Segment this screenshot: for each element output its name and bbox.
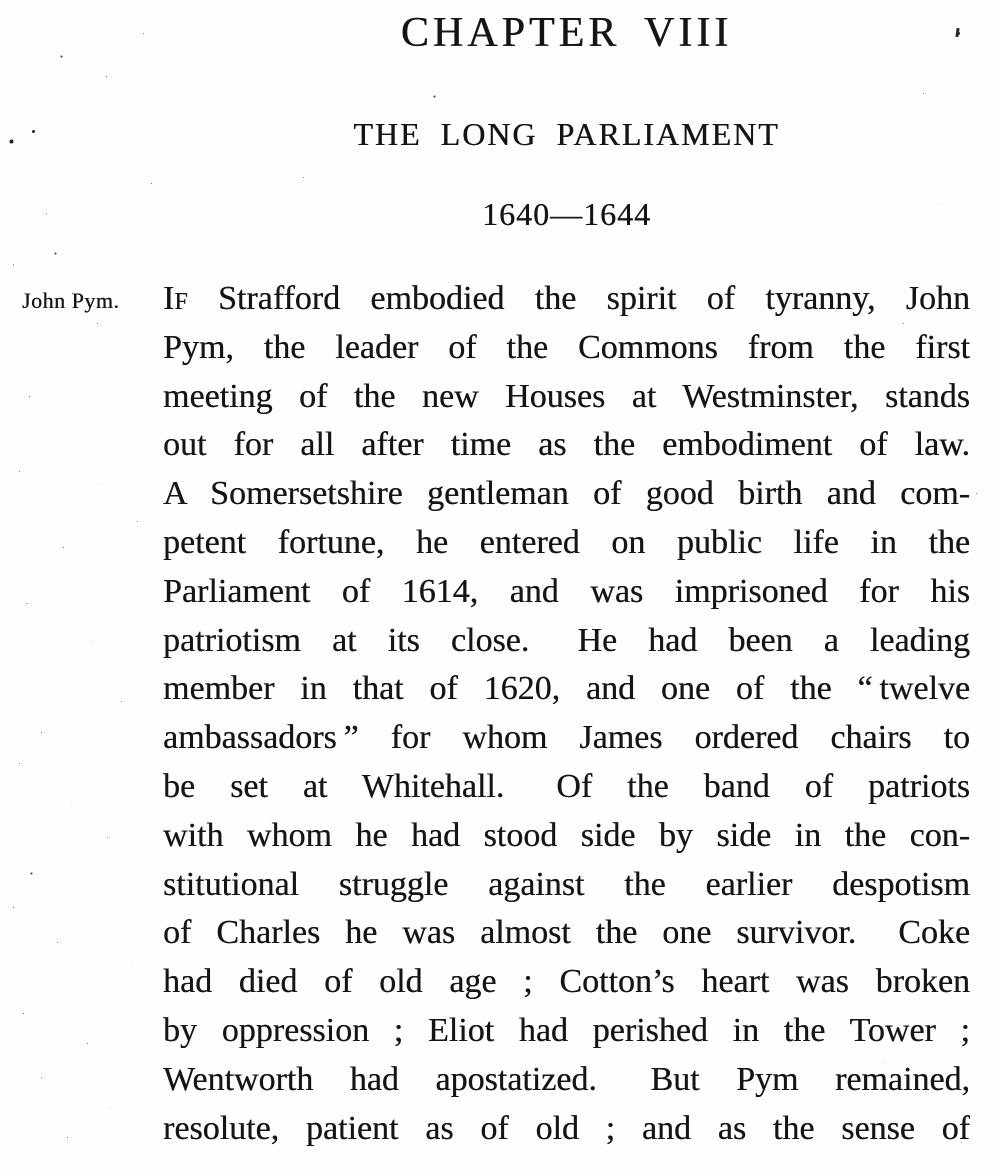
first-line-rest: Strafford embodied the spirit of tyranny, John bbox=[187, 280, 970, 317]
text-line: patriotism at its close. He had been a leading bbox=[163, 621, 970, 659]
text-line: meeting of the new Houses at Westminster, stands bbox=[163, 377, 970, 415]
lead-word-smallcaps: If bbox=[163, 280, 188, 317]
text-line: out for all after time as the embodiment of law. bbox=[163, 426, 970, 464]
text-line-first bbox=[163, 275, 970, 324]
text-line: had died of old age ; Cotton’s heart was broken bbox=[163, 963, 970, 1001]
text-line: stitutional struggle against the earlier despotism bbox=[163, 865, 970, 903]
text-line: petent fortune, he entered on public life in the bbox=[163, 523, 970, 561]
text-line: ambassadors ” for whom James ordered chairs to bbox=[163, 719, 970, 757]
margin-note: John Pym. bbox=[22, 288, 120, 313]
text-line: by oppression ; Eliot had perished in the Tower ; bbox=[163, 1011, 970, 1049]
paragraph bbox=[163, 275, 970, 1153]
text-line: Wentworth had apostatized. But Pym remained, bbox=[163, 1060, 970, 1098]
text-line: member in that of 1620, and one of the “ twelve bbox=[163, 670, 970, 708]
scan-noise-specks bbox=[0, 0, 3, 3]
text-line: Pym, the leader of the Commons from the first bbox=[163, 328, 970, 366]
text-line: A Somersetshire gentleman of good birth and com- bbox=[163, 475, 970, 513]
chapter-heading: CHAPTER VIII bbox=[400, 10, 733, 56]
text-line: be set at Whitehall. Of the band of patriots bbox=[163, 767, 970, 805]
date-range: 1640—1644 bbox=[482, 196, 651, 232]
text-line: of Charles he was almost the one survivor. Coke bbox=[163, 914, 970, 952]
text-line: Parliament of 1614, and was imprisoned for his bbox=[163, 572, 970, 610]
text-line: with whom he had stood side by side in the con- bbox=[163, 816, 970, 854]
section-title: THE LONG PARLIAMENT bbox=[353, 116, 780, 152]
text-line: resolute, patient as of old ; and as the sense of bbox=[163, 1109, 970, 1147]
